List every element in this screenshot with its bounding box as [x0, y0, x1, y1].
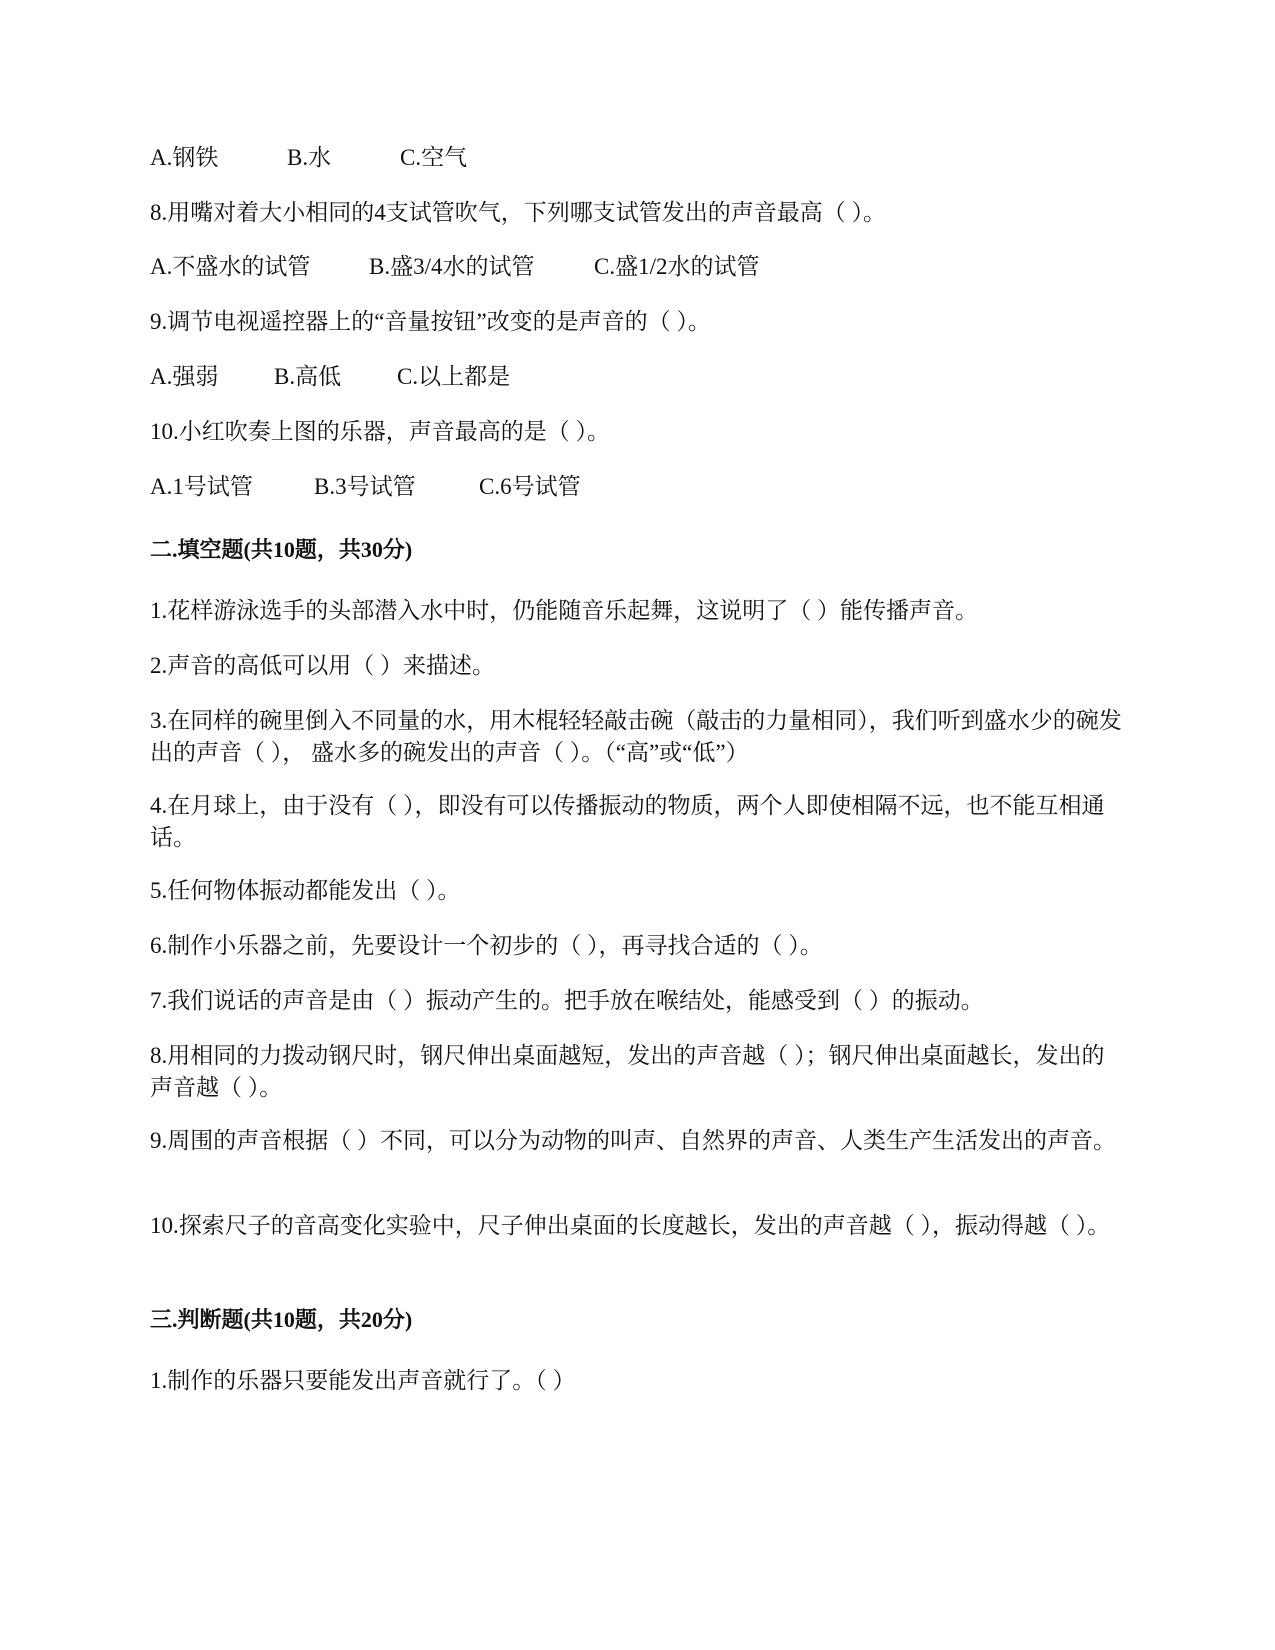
fill-item-9: 9.周围的声音根据（ ）不同，可以分为动物的叫声、自然界的声音、人类生产生活发出的声音。 — [150, 1128, 1116, 1153]
fill-item-1: 1.花样游泳选手的头部潜入水中时，仍能随音乐起舞，这说明了（ ）能传播声音。 — [150, 598, 978, 623]
section-heading-true-false: 三.判断题(共10题，共20分) — [150, 1307, 413, 1332]
fill-item-6: 6.制作小乐器之前，先要设计一个初步的（ ），再寻找合适的（ ）。 — [150, 933, 823, 958]
q7-option-a: A.钢铁 — [150, 145, 219, 170]
q7-option-c: C.空气 — [400, 145, 468, 170]
q9-options — [150, 361, 1130, 393]
fill-item-3: 3.在同样的碗里倒入不同量的水，用木棍轻轻敲击碗（敲击的力量相同），我们听到盛水少的碗发出的声音（ ）， 盛水多的碗发出的声音（ ）。（“高”或“低”） — [150, 708, 1122, 765]
fill-item-8: 8.用相同的力拨动钢尺时，钢尺伸出桌面越短，发出的声音越（ ）；钢尺伸出桌面越长，发出的声音越（ ）。 — [150, 1043, 1105, 1100]
fill-item-7: 7.我们说话的声音是由（ ）振动产生的。把手放在喉结处，能感受到（ ）的振动。 — [150, 988, 984, 1013]
q8-option-c: C.盛1/2水的试管 — [594, 254, 760, 279]
q10-option-c: C.6号试管 — [479, 474, 581, 499]
fill-item-4: 4.在月球上，由于没有（ ），即没有可以传播振动的物质，两个人即使相隔不远，也不能互相通话。 — [150, 793, 1105, 850]
q9-option-b: B.高低 — [274, 364, 342, 389]
q8-option-a: A.不盛水的试管 — [150, 254, 311, 279]
q9-option-a: A.强弱 — [150, 364, 219, 389]
q10-option-a: A.1号试管 — [150, 474, 253, 499]
q10-option-b: B.3号试管 — [314, 474, 416, 499]
fill-item-5: 5.任何物体振动都能发出（ ）。 — [150, 878, 461, 903]
q7-options — [150, 142, 1130, 174]
q9-question: 9.调节电视遥控器上的“音量按钮”改变的是声音的（ ）。 — [150, 309, 711, 334]
fill-item-10: 10.探索尺子的音高变化实验中，尺子伸出桌面的长度越长，发出的声音越（ ），振动得越（ ）。 — [150, 1213, 1111, 1238]
q9-option-c: C.以上都是 — [397, 364, 511, 389]
judge-item-1: 1.制作的乐器只要能发出声音就行了。（ ） — [150, 1368, 576, 1393]
q10-options — [150, 471, 1130, 503]
q10-question: 10.小红吹奏上图的乐器，声音最高的是（ ）。 — [150, 419, 610, 444]
fill-item-2: 2.声音的高低可以用（ ）来描述。 — [150, 653, 495, 678]
section-heading-fill-in: 二.填空题(共10题，共30分) — [150, 537, 413, 562]
q7-option-b: B.水 — [287, 145, 332, 170]
q8-options — [150, 251, 1130, 283]
q8-question: 8.用嘴对着大小相同的4支试管吹气，下列哪支试管发出的声音最高（ ）。 — [150, 200, 886, 225]
q8-option-b: B.盛3/4水的试管 — [369, 254, 535, 279]
